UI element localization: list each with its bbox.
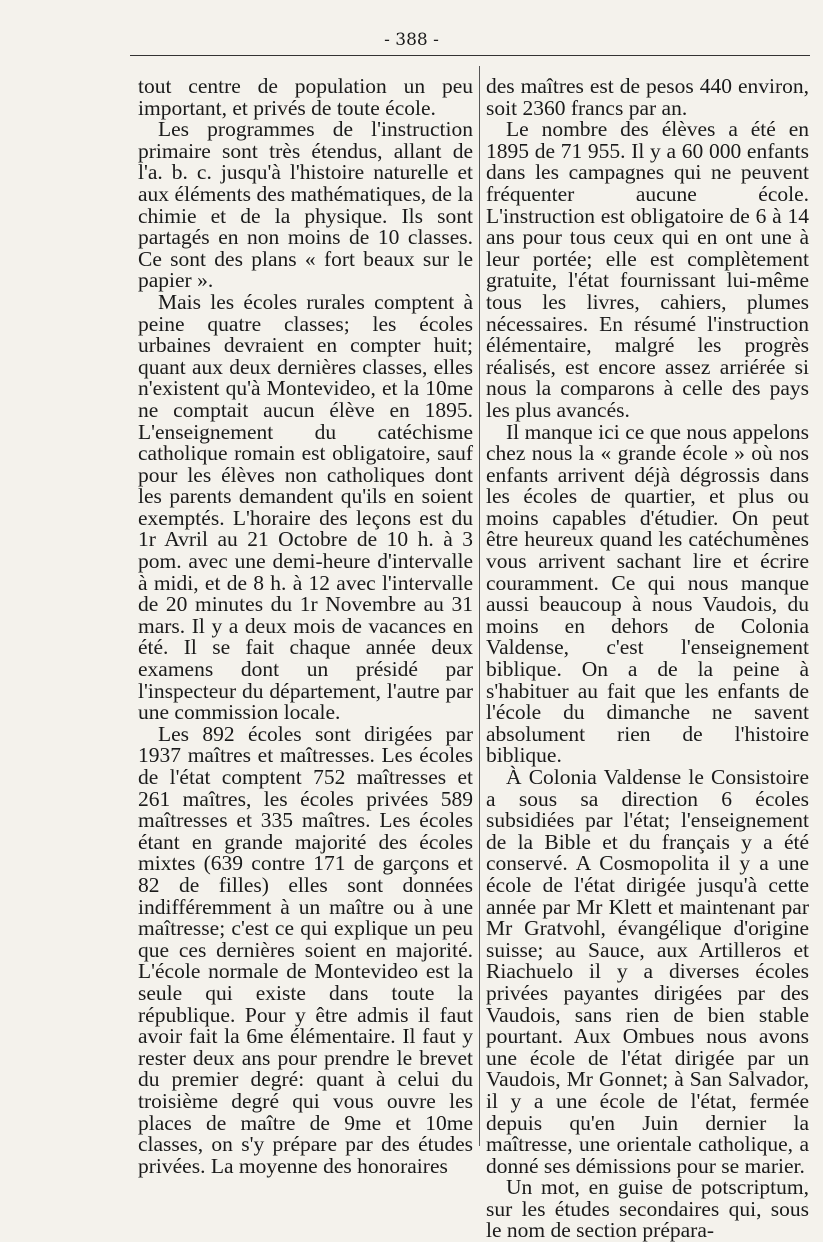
left-paragraph-3: Mais les écoles rurales comptent à peine quatre classes; les écoles urbaines devraient en compter huit; quant aux deux dernières classes, elles n'existent qu'à Montevideo, et la 10me ne comptait aucun élève en 1895. L'enseignement du catéchisme catholique romain est obligatoire, sauf pour les élèves non catholiques dont les parents demandent qu'ils en soient exemptés. L'horaire des leçons est du 1r Avril au 21 Octobre de 10 h. à 3 pom. avec une demi-heure d'intervalle à midi, et de 8 h. à 12 avec l'intervalle de 20 minutes du 1r Novembre au 31 mars. Il y a deux mois de vacances en été. Il se fait chaque année deux examens dont un présidé par l'inspecteur du département, l'autre par une commission locale.: [138, 289, 473, 725]
column-divider: [479, 66, 480, 1146]
page-number: - 388 -: [384, 30, 439, 50]
left-paragraph-4: Les 892 écoles sont dirigées par 1937 maîtres et maîtresses. Les écoles de l'état comptent 752 maîtresses et 261 maîtres, les écoles privées 589 maîtresses et 335 maîtres. Les écoles étant en grande majorité des écoles mixtes (639 contre 171 de garçons et 82 de filles) elles sont données indifféremment à un maître ou à une maîtresse; c'est ce qui explique un peu que ces dernières soient en majorité. L'école normale de Montevideo est la seule qui existe dans toute la république. Pour y être admis il faut avoir fait la 6me élémentaire. Il faut y rester deux ans pour prendre le brevet du premier degré: quant à celui du troisième degré qui vous ouvre les places de maître de 9me et 10me classes, on s'y prépare par des études privées. La moyenne des honoraires: [138, 721, 473, 1178]
right-paragraph-3: Il manque ici ce que nous appelons chez nous la « grande école » où nos enfants arrivent déjà dégrossis dans les écoles de quartier, et plus ou moins capables d'étudier. On peut être heureux quand les catéchumènes vous arrivent sachant lire et écrire couramment. Ce qui nous manque aussi beaucoup à nous Vaudois, du moins en dehors de Colonia Valdense, c'est l'enseignement biblique. On a de la peine à s'habituer au fait que les enfants de l'école du dimanche ne savent absolument rien de l'histoire biblique.: [486, 419, 809, 768]
right-column: [486, 76, 809, 1242]
right-paragraph-1: des maîtres est de pesos 440 environ, soit 2360 francs par an.: [486, 74, 809, 120]
left-paragraph-2: Les programmes de l'instruction primaire sont très étendus, allant de l'a. b. c. jusqu'à l'histoire naturelle et aux éléments des mathématiques, de la chimie et de la physique. Ils sont partagés en non moins de 10 classes. Ce sont des plans « fort beaux sur le papier ».: [138, 117, 473, 293]
right-paragraph-4: À Colonia Valdense le Consistoire a sous sa direction 6 écoles subsidiées par l'état; l'enseignement de la Bible et du français y a été conservé. A Cosmopolita il y a une école de l'état dirigée jusqu'à cette année par Mr Klett et maintenant par Mr Gratvohl, évangélique d'origine suisse; au Sauce, aux Artilleros et Riachuelo il y a diverses écoles privées payantes dirigées par des Vaudois, sans rien de bien stable pourtant. Aux Ombues nous avons une école de l'état dirigée par un Vaudois, Mr Gonnet; à San Salvador, il y a une école de l'état, fermée depuis qu'en Juin dernier la maîtresse, une orientale catholique, a donné ses démissions pour se marier.: [486, 765, 809, 1178]
right-paragraph-2: Le nombre des élèves a été en 1895 de 71 955. Il y a 60 000 enfants dans les campagnes qui ne peuvent fréquenter aucune école. L'instruction est obligatoire de 6 à 14 ans pour tous ceux qui en ont une à leur portée; elle est complètement gratuite, l'état fournissant lui-même tous les livres, cahiers, plumes nécessaires. En résumé l'instruction élémentaire, malgré les progrès réalisés, est encore assez arriérée si nous la comparons à celle des pays les plus avancés.: [486, 117, 809, 422]
right-paragraph-5: Un mot, en guise de potscriptum, sur les études secondaires qui, sous le nom de section prépara-: [486, 1175, 809, 1242]
left-paragraph-1: tout centre de population un peu important, et privés de toute école.: [138, 74, 473, 120]
header-rule: [130, 55, 810, 56]
left-column: [138, 76, 473, 1177]
